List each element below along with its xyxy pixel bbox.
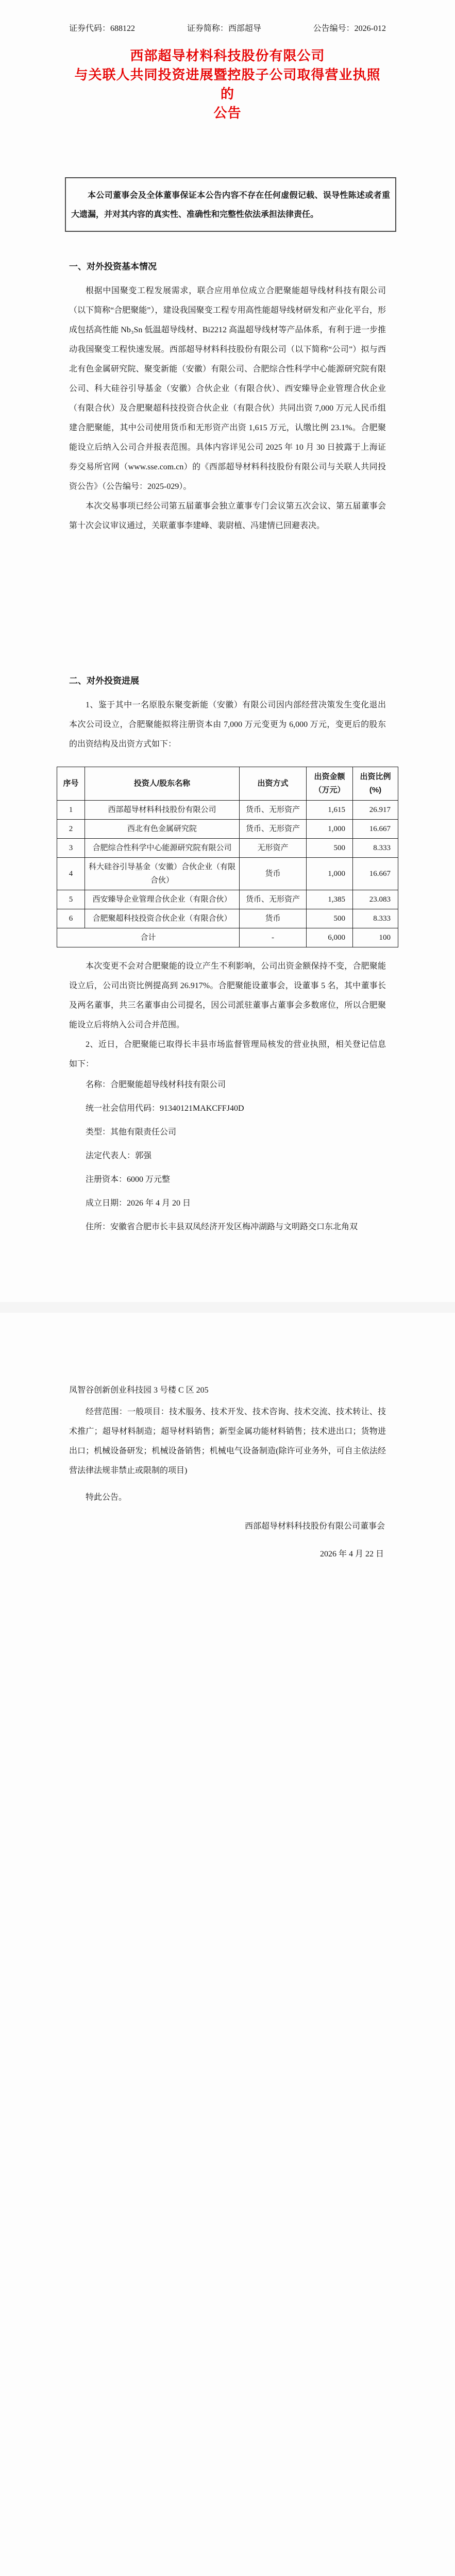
reg-item-credit-code: 统一社会信用代码：91340121MAKCFFJ40D (86, 1104, 244, 1113)
announcement-no: 公告编号：2026-012 (313, 24, 386, 33)
address-continuation: 凤智谷创新创业科技园 3 号楼 C 区 205 (69, 1386, 209, 1395)
table-header-cell-name: 投资人/股东名称 (85, 767, 240, 801)
total-method: - (240, 928, 307, 947)
table-row (57, 858, 398, 890)
table-cell-no: 2 (57, 820, 85, 839)
registration-list (69, 1075, 386, 1237)
para-investment-overview: 根据中国聚变工程发展需求，联合应用单位成立合肥聚能超导线材科技有限公司（以下简称“合肥聚能”），建设我国聚变工程专用高性能超导线材研发和产业化平台，形成包括高性能 Nb₃Sn 低温超导线材、Bi2212 高温超导线材等产品体系，有利于进一步推动我国聚变工程快速发展。西部超导材料科技股份有限公司（以下简称“公司”）拟与西北有色金属研究院、聚变新能（安徽）有限公司、合肥综合性科学中心能源研究院有限公司、科大硅谷引导基金（安徽）合伙企业（有限合伙）、西安臻导企业管理合伙企业（有限合伙）及合肥聚超科技投资合伙企业（有限合伙）共同出资 7,000 万元人民币组建合肥聚能，其中公司使用货币和无形资产出资 1,615 万元，认缴比例 23.1%。合肥聚能设立后纳入公司合并报表范围。具体内容详见公司 2025 年 10 月 30 日披露于上海证券交易所官网（www.sse.com.cn）的《西部超导材料科技股份有限公司与关联人共同投资公告》（公告编号：2025-029）。 (69, 286, 386, 491)
disclaimer-text: 本公司董事会及全体董事保证本公告内容不存在任何虚假记载、误导性陈述或者重大遗漏，并对其内容的真实性、准确性和完整性依法承担法律责任。 (71, 191, 390, 219)
reg-item-capital: 注册资本：6000 万元整 (86, 1175, 171, 1184)
page-separator (0, 1302, 455, 1313)
reg-item-founded-date: 成立日期：2026 年 4 月 20 日 (86, 1199, 191, 1208)
table-cell-method: 无形资产 (240, 839, 307, 858)
table-cell-ratio: 26.917 (353, 801, 398, 820)
table-cell-ratio: 16.667 (353, 858, 398, 890)
sign-date: 2026 年 4 月 22 日 (319, 1550, 384, 1558)
table-row (57, 839, 398, 858)
table-cell-ratio: 8.333 (353, 839, 398, 858)
table-cell-amount: 1,385 (307, 890, 353, 909)
closing-statement: 特此公告。 (86, 1493, 127, 1502)
table-header-cell-method: 出资方式 (240, 767, 307, 801)
table-cell-name: 西部超导材料科技股份有限公司 (85, 801, 240, 820)
table-header-cell-ratio: 出资比例(%) (353, 767, 398, 801)
total-label: 合计 (57, 928, 240, 947)
reg-item-address: 住所：安徽省合肥市长丰县双凤经济开发区梅冲湖路与文明路交口东北角双 (86, 1223, 358, 1231)
table-cell-amount: 1,000 (307, 858, 353, 890)
table-cell-amount: 500 (307, 839, 353, 858)
table-cell-amount: 500 (307, 909, 353, 928)
para-license-obtained: 2、近日，合肥聚能已取得长丰县市场监督管理局核发的营业执照，相关登记信息如下： (69, 1040, 386, 1069)
table-cell-no: 6 (57, 909, 85, 928)
table-header-row (57, 767, 398, 801)
table-row (57, 801, 398, 820)
para-board-approval: 本次交易事项已经公司第五届董事会独立董事专门会议第五次会议、第五届董事会第十次会议审议通过，关联董事李建峰、裴尉植、冯建情已回避表决。 (69, 502, 386, 530)
table-cell-method: 货币 (240, 909, 307, 928)
table-cell-name: 科大硅谷引导基金（安徽）合伙企业（有限合伙） (85, 858, 240, 890)
signature: 西部超导材料科技股份有限公司董事会 (244, 1522, 385, 1531)
total-row (57, 928, 398, 947)
table-cell-no: 5 (57, 890, 85, 909)
table-cell-amount: 1,615 (307, 801, 353, 820)
page1-whitespace (69, 536, 386, 675)
table-row (57, 820, 398, 839)
table-row (57, 890, 398, 909)
table-cell-method: 货币、无形资产 (240, 801, 307, 820)
section1-heading: 一、对外投资基本情况 (69, 262, 157, 272)
table-cell-name: 西安臻导企业管理合伙企业（有限合伙） (85, 890, 240, 909)
page-2 (0, 1313, 455, 2576)
table-row (57, 909, 398, 928)
reg-item-type: 类型：其他有限责任公司 (86, 1128, 177, 1137)
investment-table (57, 767, 398, 947)
total-ratio: 100 (353, 928, 398, 947)
doc-title-line1: 西部超导材料科技股份有限公司 (130, 48, 325, 63)
reg-item-legal-rep: 法定代表人：郭强 (86, 1151, 152, 1160)
business-scope: 经营范围：一般项目：技术服务、技术开发、技术咨询、技术交流、技术转让、技术推广；超导材料制造；超导材料销售；新型金属功能材料销售；技术进出口；货物进出口；机械设备研发；机械设备销售；机械电气设备制造(除许可业务外，可自主依法经营法律法规非禁止或限制的项目) (69, 1408, 386, 1475)
table-cell-name: 合肥综合性科学中心能源研究院有限公司 (85, 839, 240, 858)
disclaimer-box (65, 177, 396, 232)
table-cell-method: 货币、无形资产 (240, 820, 307, 839)
investment-table-body (57, 801, 398, 928)
table-header-cell-amount: 出资金额（万元） (307, 767, 353, 801)
table-cell-amount: 1,000 (307, 820, 353, 839)
table-cell-method: 货币 (240, 858, 307, 890)
table-cell-ratio: 23.083 (353, 890, 398, 909)
table-cell-method: 货币、无形资产 (240, 890, 307, 909)
doc-title-line2: 与关联人共同投资进展暨控股子公司取得营业执照的 (74, 67, 381, 101)
doc-title (69, 46, 386, 123)
table-cell-no: 4 (57, 858, 85, 890)
stock-abbr: 证券简称：西部超导 (187, 24, 261, 33)
doc-title-line3: 公告 (213, 105, 242, 121)
para-change-impact: 本次变更不会对合肥聚能的设立产生不利影响，公司出资金额保持不变，合肥聚能设立后，公司出资比例提高到 26.917%。合肥聚能设董事会，设董事 5 名，其中董事长及两名董事，共三名董事由公司提名，因公司派驻董事占董事会多数席位，所以合肥聚能设立后将纳入公司合并范围。 (69, 962, 386, 1029)
table-cell-no: 3 (57, 839, 85, 858)
total-amount: 6,000 (307, 928, 353, 947)
table-cell-ratio: 8.333 (353, 909, 398, 928)
table-cell-name: 合肥聚超科技投资合伙企业（有限合伙） (85, 909, 240, 928)
reg-item-name: 名称：合肥聚能超导线材科技有限公司 (86, 1080, 226, 1089)
section2-heading: 二、对外投资进展 (69, 676, 139, 686)
table-cell-no: 1 (57, 801, 85, 820)
header-meta-row (69, 24, 386, 34)
table-header-cell-no: 序号 (57, 767, 85, 801)
table-cell-name: 西北有色金属研究院 (85, 820, 240, 839)
stock-code: 证券代码：688122 (69, 24, 136, 33)
para-capital-change: 1、鉴于其中一名原股东聚变新能（安徽）有限公司因内部经营决策发生变化退出本次公司设立，合肥聚能拟将注册资本由 7,000 万元变更为 6,000 万元，变更后的股东的出资结构及出资方式如下： (69, 701, 386, 749)
table-cell-ratio: 16.667 (353, 820, 398, 839)
